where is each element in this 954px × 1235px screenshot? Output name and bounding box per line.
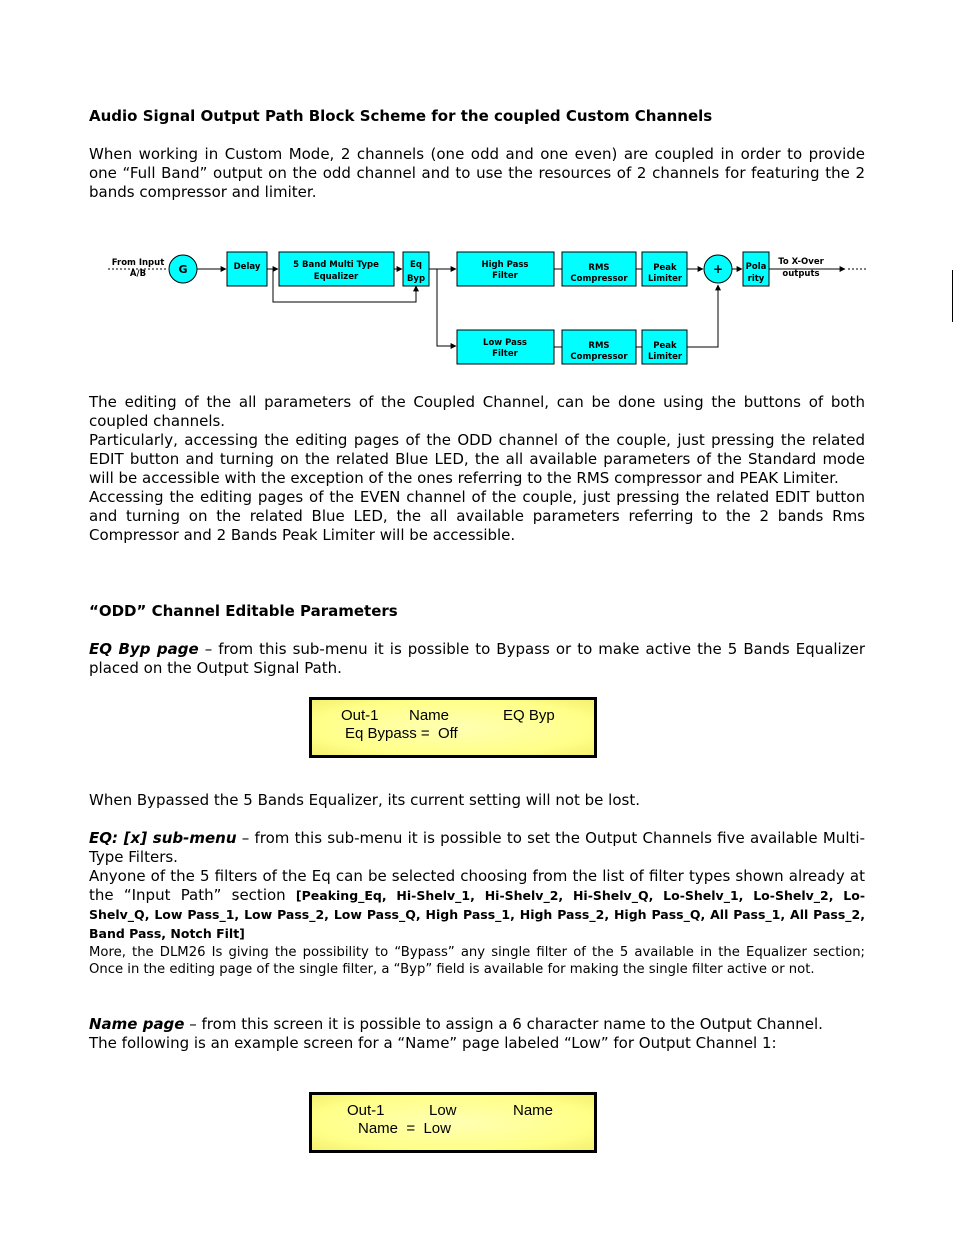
svg-text:Filter: Filter xyxy=(492,271,518,281)
output-label-outputs: outputs xyxy=(782,269,820,279)
lcd-field: Out-1 xyxy=(347,1102,385,1119)
svg-text:Compressor: Compressor xyxy=(570,352,628,362)
input-label: From Input xyxy=(111,258,165,268)
name-page-line xyxy=(89,1015,865,1034)
svg-text:High Pass: High Pass xyxy=(481,260,529,270)
svg-text:G: G xyxy=(178,263,188,276)
paragraph: Particularly, accessing the editing pages of the ODD channel of the couple, just pressing the related EDIT button and turning on the related Blue LED, the all available parameters of the Standard mode will be accessible with the exception of the ones referring to the RMS compressor and PEAK Limiter. xyxy=(89,431,865,487)
intro-paragraph: When working in Custom Mode, 2 channels (one odd and one even) are coupled in order to provide one “Full Band” output on the odd channel and to use the resources of 2 channels for featuring the 2 bands compressor and limiter. xyxy=(89,145,865,201)
output-label: To X-Over xyxy=(778,257,824,267)
lcd-field: Name xyxy=(513,1102,554,1119)
svg-text:Filter: Filter xyxy=(492,349,518,359)
svg-text:Peak: Peak xyxy=(653,263,677,273)
lcd-field: Name xyxy=(409,707,450,724)
eq-submenu-text: – from this sub-menu it is possible to set the Output Channels five available Multi-Type Filters. xyxy=(89,829,865,866)
eqbyp-text: – from this sub-menu it is possible to Bypass or to make active the 5 Bands Equalizer placed on the Output Signal Path. xyxy=(89,640,865,677)
name-page-example: The following is an example screen for a “Name” page labeled “Low” for Output Channel 1: xyxy=(89,1034,777,1052)
bypass-note: When Bypassed the 5 Bands Equalizer, its current setting will not be lost. xyxy=(89,791,640,809)
svg-text:+: + xyxy=(712,262,724,276)
svg-text:RMS: RMS xyxy=(588,341,610,351)
lcd-field: Low xyxy=(429,1102,457,1119)
name-page-title: Name page xyxy=(89,1015,185,1033)
name-page-text: – from this screen it is possible to assign a 6 character name to the Output Channel. xyxy=(184,1015,823,1033)
svg-text:Low Pass: Low Pass xyxy=(483,338,527,348)
svg-text:5 Band Multi Type: 5 Band Multi Type xyxy=(293,260,379,270)
svg-text:Peak: Peak xyxy=(653,341,677,351)
svg-text:Byp: Byp xyxy=(406,274,426,284)
lcd-field: EQ Byp xyxy=(503,707,555,724)
bypass-filter-note: More, the DLM26 Is giving the possibility to “Bypass” any single filter of the 5 available in the Equalizer section; Once in the editing page of the single filter, a “Byp” field is available for making the single filter active or not. xyxy=(89,945,865,977)
margin-mark xyxy=(952,270,953,322)
lcd-display-name xyxy=(309,1092,597,1153)
body-paragraphs xyxy=(89,393,865,545)
svg-text:rity: rity xyxy=(747,274,765,284)
svg-text:Limiter: Limiter xyxy=(647,352,683,362)
eq-submenu-paragraph xyxy=(89,829,865,943)
filter-types-line xyxy=(89,867,865,943)
lcd-field: Out-1 xyxy=(341,707,379,724)
paragraph: Accessing the editing pages of the EVEN channel of the couple, just pressing the related EDIT button and turning on the related Blue LED, the all available parameters referring to the 2 bands Rms Compressor and 2 Bands Peak Limiter will be accessible. xyxy=(89,488,865,544)
signal-path-diagram xyxy=(100,240,880,375)
section-heading: Audio Signal Output Path Block Scheme for the coupled Custom Channels xyxy=(89,107,713,125)
lcd-line: Name = Low xyxy=(358,1120,451,1137)
eq-submenu-line xyxy=(89,829,865,867)
filter-types-list: [Peaking_Eq, Hi-Shelv_1, Hi-Shelv_2, Hi-Shelv_Q, Lo-Shelv_1, Lo-Shelv_2, Lo-Shelv_Q, Low Pass_1, Low Pass_2, Low Pass_Q, High Pass_1, High Pass_2, High Pass_Q, All Pass_1, All Pass_2, Band Pass, Notch Filt] xyxy=(89,888,866,941)
paragraph: The editing of the all parameters of the Coupled Channel, can be done using the buttons of both coupled channels. xyxy=(89,393,865,430)
lcd-line: Eq Bypass = Off xyxy=(345,725,458,742)
svg-text:Pola: Pola xyxy=(745,262,767,272)
svg-text:RMS: RMS xyxy=(588,263,610,273)
eqbyp-title: EQ Byp page xyxy=(89,640,199,658)
filter-types-intro: Anyone of the 5 filters of the Eq can be selected choosing from the list of filter types shown already at the “Input Path” section xyxy=(89,867,865,904)
odd-channel-heading: “ODD” Channel Editable Parameters xyxy=(89,602,398,620)
svg-text:Compressor: Compressor xyxy=(570,274,628,284)
svg-text:Eq: Eq xyxy=(410,260,422,270)
svg-text:Delay: Delay xyxy=(233,262,261,272)
svg-text:Equalizer: Equalizer xyxy=(313,272,359,282)
svg-text:Limiter: Limiter xyxy=(647,274,683,284)
input-label-ab: A/B xyxy=(129,269,147,279)
eq-submenu-title: EQ: [x] sub-menu xyxy=(89,829,237,847)
eqbyp-paragraph xyxy=(89,640,865,678)
name-page-paragraph xyxy=(89,1015,865,1053)
lcd-display-eqbyp xyxy=(309,697,597,758)
